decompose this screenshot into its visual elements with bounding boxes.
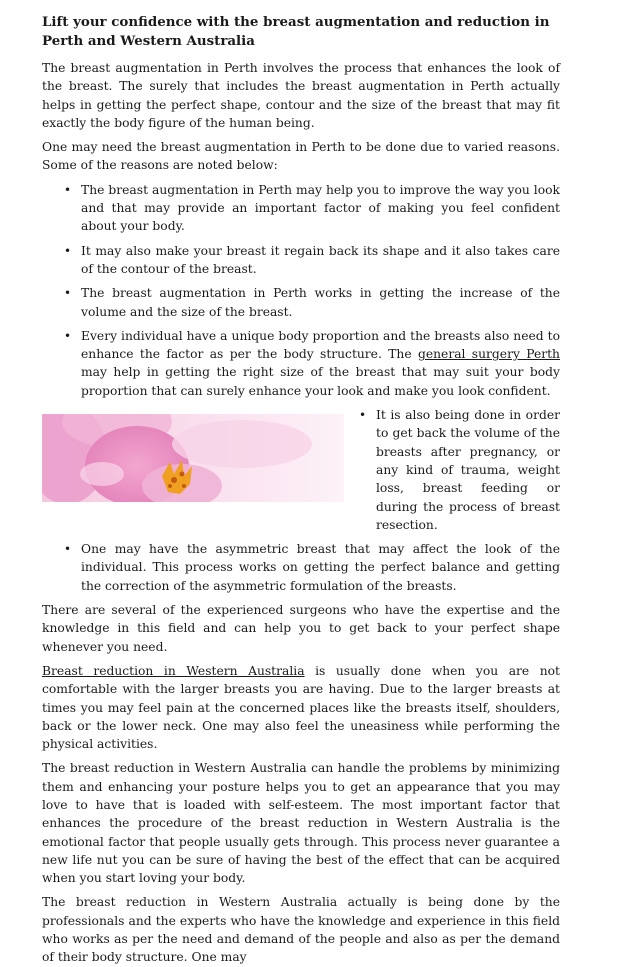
list-item: • The breast augmentation in Perth works in getting the increase of the volume and the size of the breast. — [42, 284, 560, 321]
image-and-bullet-row — [42, 406, 560, 534]
petal-right — [172, 420, 312, 468]
list-item: • It is also being done in order to get back the volume of the breasts after pregnancy, or any kind of trauma, weight loss, breast feeding or during the process of breast resection. — [354, 406, 560, 534]
general-surgery-perth-link[interactable]: general surgery Perth — [417, 347, 560, 362]
list-item: • One may have the asymmetric breast that may affect the look of the individual. This process works on getting the perfect balance and getting the correction of the asymmetric formulation of the breasts. — [42, 540, 560, 595]
asymmetric-list — [42, 540, 560, 595]
bullet-text-after: may help in getting the right size of the breast that may suit your body proportion that can surely enhance your look and make you look confident. — [81, 365, 560, 398]
reasons-list — [42, 181, 560, 400]
posture-paragraph: The breast reduction in Western Australia can handle the problems by minimizing them and enhancing your posture helps you to get an appearance that you may love to have that is loaded with self-esteem. The most important factor that enhances the procedure of the breast reduction in Western Australia is the emotional factor that people usually gets through. This process never guarantee a new life nut you can be sure of having the best of the effect that can be acquired when you start loving your body. — [42, 761, 560, 886]
stamen-dot — [182, 484, 186, 488]
list-item: • The breast augmentation in Perth may help you to improve the way you look and that may provide an important factor of making you feel confident about your body. — [42, 181, 560, 236]
stamen-dot — [168, 484, 172, 488]
reduction-paragraph — [42, 662, 560, 753]
surgeons-paragraph: There are several of the experienced surgeons who have the expertise and the knowledge in this field and can help you to get back to your perfect shape whenever you need. — [42, 603, 560, 654]
breast-reduction-link[interactable]: Breast reduction in Western Australia — [42, 663, 305, 678]
reasons-intro-paragraph: One may need the breast augmentation in Perth to be done due to varied reasons. Some of the reasons are noted below: — [42, 140, 560, 173]
bullet-text-before: Every individual have a unique body proportion and the breasts also need to enhance the factor as per the body structure. The — [81, 328, 560, 362]
orchid-image — [42, 414, 344, 502]
petal-highlight — [80, 462, 124, 486]
list-item — [42, 327, 560, 400]
stamen-dot — [171, 477, 177, 483]
stamen-dot — [180, 472, 185, 477]
intro-paragraph: The breast augmentation in Perth involves the process that enhances the look of the breast. The surely that includes the breast augmentation in Perth actually helps in getting the perfect shape, contour and the size of the breast that may fit exactly the body figure of the human being. — [42, 61, 560, 130]
final-paragraph: The breast reduction in Western Australia actually is being done by the professionals and the experts who have the knowledge and experience in this field who works as per the need and demand of the people and also as per the demand of their body structure. One may — [42, 895, 560, 965]
page-title: Lift your confidence with the breast augmentation and reduction in Perth and Western Australia — [42, 14, 550, 49]
reduction-text: is usually done when you are not comfortable with the larger breasts you are having. Due to the larger breasts at times you may feel pain at the concerned places like the breasts itself, shoulders, back or the lower neck. One may also feel the uneasiness while performing the physical activities. — [42, 663, 560, 752]
float-bullet-list — [354, 406, 560, 534]
list-item: • It may also make your breast it regain back its shape and it also takes care of the contour of the breast. — [42, 242, 560, 279]
